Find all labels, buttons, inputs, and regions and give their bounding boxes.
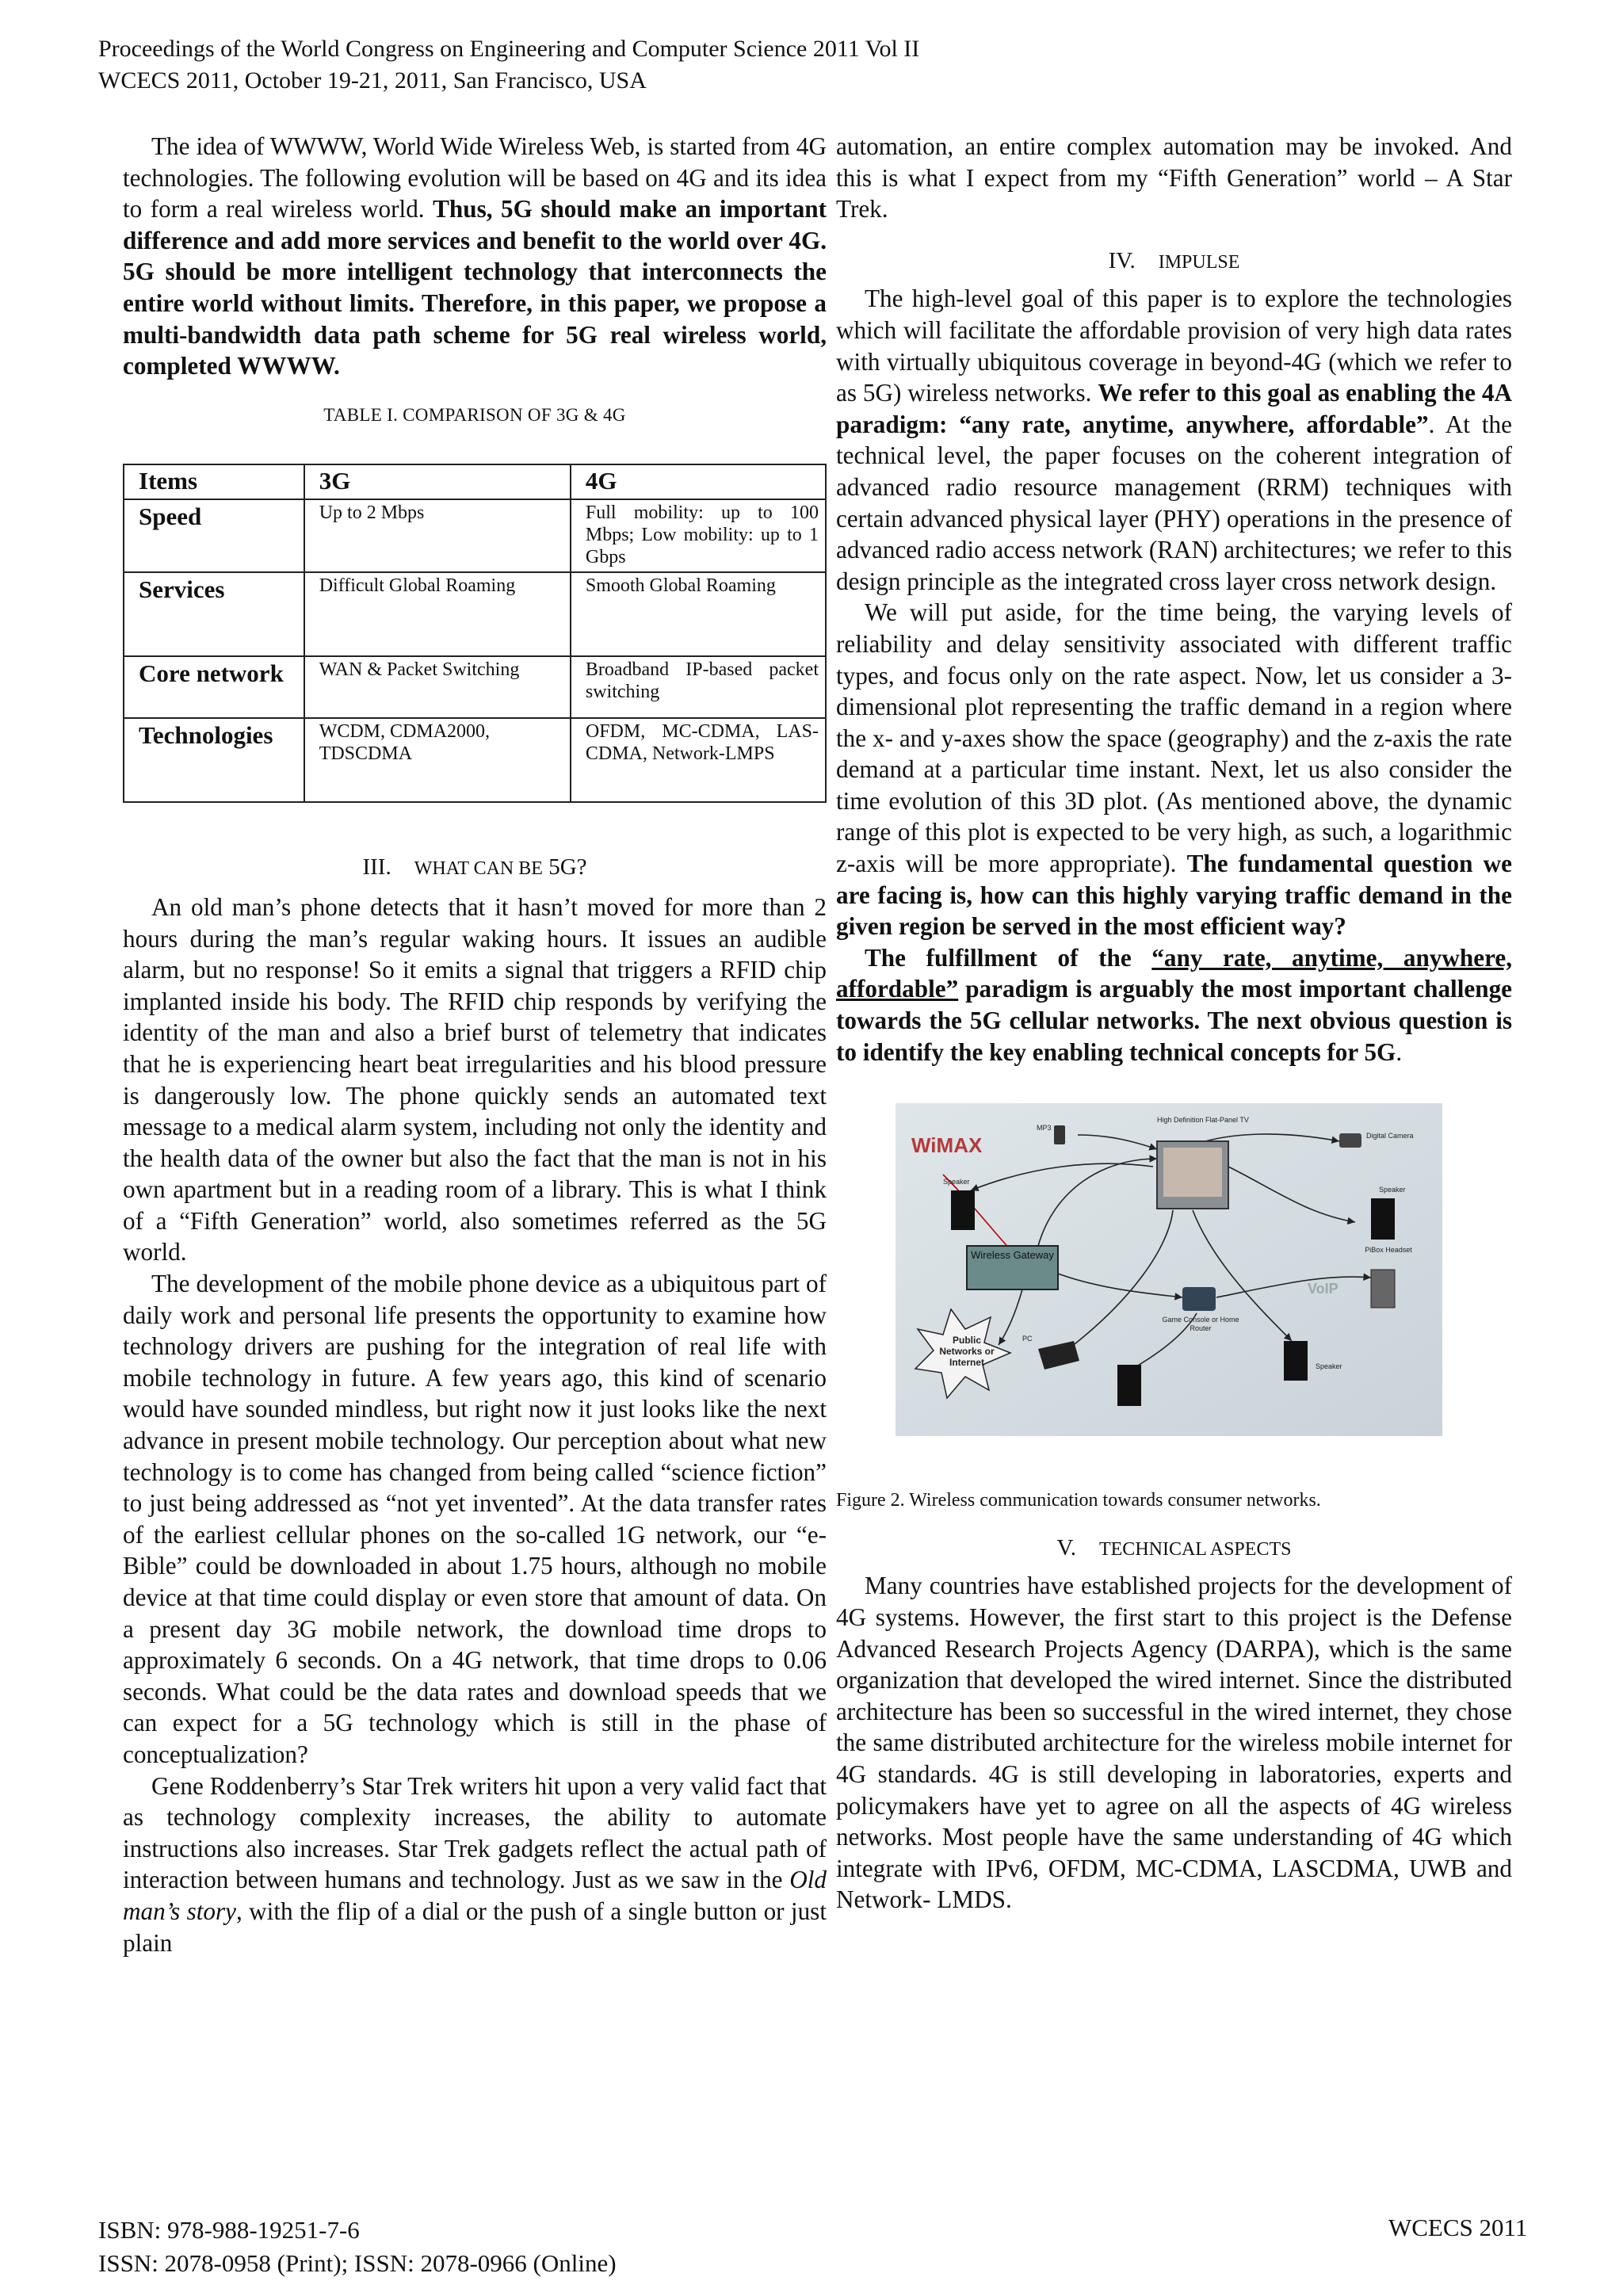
section-number: IV. — [1108, 247, 1136, 273]
console-label-wrap — [1161, 1316, 1240, 1339]
gateway-label-wrap — [968, 1249, 1056, 1289]
impulse-bold-text: We refer to this goal as enabling the 4A paradigm: “any rate, anytime, anywhere, affordable” — [836, 379, 1513, 438]
speaker-left-label: Speaker — [943, 1178, 970, 1186]
speaker-right-icon — [1371, 1198, 1395, 1240]
star-trek-text: Gene Roddenberry’s Star Trek writers hit upon a very valid fact that as technology complexity increases, the ability to automate instructions also increases. Star Trek gadgets reflect the actual path of interaction between humans and technology. Just as we saw in the — [123, 1771, 827, 1894]
public-networks-label: Public Networks or Internet — [939, 1335, 995, 1369]
footer-conference: WCECS 2011 — [1388, 2214, 1528, 2241]
table-cell: Smooth Global Roaming — [571, 572, 826, 656]
star-trek-text-end: , with the flip of a dial or the push of a single button or just plain — [123, 1897, 827, 1957]
traffic-paragraph — [836, 597, 1512, 942]
comparison-table — [123, 464, 827, 803]
table-cell: Broadband IP-based packet switching — [571, 656, 826, 718]
star-trek-paragraph — [123, 1771, 827, 1959]
section-4-heading — [836, 246, 1512, 279]
table-cell: Services — [124, 572, 304, 656]
section-3-heading — [123, 852, 827, 885]
fulfillment-text-end: paradigm is arguably the most important challenge towards the 5G cellular networks. The next obvious question is to identify the key enabling technical concepts for 5G — [836, 975, 1513, 1066]
headset-label-wrap — [1365, 1246, 1412, 1268]
impulse-paragraph — [836, 283, 1512, 597]
table-header-cell: Items — [124, 464, 304, 499]
headset-icon — [1371, 1270, 1395, 1308]
page-header — [98, 33, 919, 97]
table-cell: Up to 2 Mbps — [304, 499, 571, 572]
speaker-left-icon — [951, 1190, 975, 1230]
headset-label: PiBox Headset — [1365, 1246, 1412, 1255]
camera-label: Digital Camera — [1366, 1132, 1414, 1140]
intro-paragraph — [123, 131, 827, 382]
table-header-cell: 4G — [571, 464, 826, 499]
footer-left — [98, 2214, 617, 2280]
hdtv-label: High Definition Flat-Panel TV — [1157, 1116, 1249, 1125]
header-conference: WCECS 2011, October 19-21, 2011, San Francisco, USA — [98, 67, 647, 94]
header-proceedings: Proceedings of the World Congress on Engineering and Computer Science 2011 Vol II — [98, 36, 920, 62]
left-column — [123, 131, 827, 1958]
fulfillment-text: The fulfillment of the — [865, 943, 1132, 972]
section-number: V. — [1056, 1534, 1076, 1561]
technical-aspects-paragraph: Many countries have established projects for the development of 4G systems. However, the first start to this project is the Defense Advanced Research Projects Agency (DARPA), which is the same organization that developed the wired internet. Since the distributed architecture has been so successful in the wired internet, they chose the same distributed architecture for the wireless mobile internet for 4G standards. 4G is still developing in laboratories, experts and policymakers have yet to agree on all the aspects of 4G wireless networks. Most people have the same understanding of 4G which integrate with IPv6, OFDM, MC-CDMA, LASCDMA, UWB and Network- LMDS. — [836, 1572, 1512, 1914]
footer-issn: ISSN: 2078-0958 (Print); ISSN: 2078-0966 (Online) — [98, 2249, 617, 2277]
section-title-tail: 5G? — [548, 854, 587, 881]
table-caption: TABLE I. COMPARISON OF 3G & 4G — [323, 404, 626, 425]
table-cell: Speed — [124, 499, 304, 572]
table-cell: WCDM, CDMA2000, TDSCDMA — [304, 718, 571, 802]
table-cell: Difficult Global Roaming — [304, 572, 571, 656]
speaker-bottom-label: Speaker — [1316, 1362, 1342, 1371]
table-cell: OFDM, MC-CDMA, LAS-CDMA, Network-LMPS — [571, 718, 826, 802]
table-header-row — [124, 464, 826, 499]
traffic-bold-text: The fundamental question we are facing is, how can this highly varying traffic demand in the given region be served in the most efficient way? — [836, 850, 1512, 941]
section-title: TECHNICAL ASPECTS — [1098, 1538, 1292, 1560]
figure-2 — [896, 1103, 1442, 1436]
table-cell: Core network — [124, 656, 304, 718]
pc-tower-icon — [1117, 1365, 1141, 1406]
traffic-text: We will put aside, for the time being, the varying levels of reliability and delay sensitivity associated with different traffic types, and focus only on the rate aspect. Now, let us consider a 3-dimensional plot representing the traffic demand in a region where the x- and y-axes show the space (geography) and the z-axis the rate demand at a particular time instant. Next, let us also consider the time evolution of this 3D plot. (As mentioned above, the dynamic range of this plot is expected to be very high, as such, a logarithmic z-axis will be more appropriate). — [836, 598, 1512, 878]
old-man-story-italic: Old man’s story — [123, 1866, 827, 1925]
right-column — [836, 131, 1512, 1916]
fulfillment-period: . — [1396, 1037, 1403, 1066]
mp3-player-icon — [1054, 1125, 1065, 1144]
table-row — [124, 572, 826, 656]
table-header-cell: 3G — [304, 464, 571, 499]
speaker-right-label: Speaker — [1379, 1186, 1406, 1194]
camera-icon — [1339, 1133, 1361, 1148]
console-label: Game Console or Home Router — [1162, 1316, 1239, 1333]
section-number: III. — [362, 854, 391, 881]
section-5-heading — [836, 1533, 1512, 1566]
development-paragraph: The development of the mobile phone device as a ubiquitous part of daily work and personal life presents the opportunity to examine how technology drivers are pushing for the integration of real life with mobile technology in future. A few years ago, this kind of scenario would have sounded mindless, but right now it just looks like the next advance in present mobile technology. Our perception about what new technology is to come has changed from being called “science fiction” to just being addressed as “not yet invented”. At the data transfer rates of the earliest cellular phones on the so-called 1G network, our “e-Bible” could be downloaded in about 1.75 hours, although no mobile device at that time could display or even store that amount of data. On a present day 3G mobile network, the download time drops to approximately 6 seconds. On a 4G network, that time drops to 0.06 seconds. What could be the data rates and download speeds that we can expect for a 5G technology which is still in the phase of conceptualization? — [123, 1270, 827, 1768]
section-title: IMPULSE — [1158, 251, 1240, 273]
footer-isbn: ISBN: 978-988-19251-7-6 — [98, 2216, 360, 2244]
figure-2-caption: Figure 2. Wireless communication towards consumer networks. — [836, 1490, 1321, 1511]
any-rate-underline: “any rate, anytime, anywhere, affordable” — [836, 943, 1513, 1003]
intro-bold-text: Thus, 5G should make an important difference and add more services and benefit to the world over 4G. 5G should be more intelligent technology that interconnects the entire world without limits. Therefore, in this paper, we propose a multi-bandwidth data path scheme for 5G real wireless world, completed WWWW. — [123, 195, 827, 380]
intro-text: The idea of WWWW, World Wide Wireless Web, is started from 4G technologies. The following evolution will be based on 4G and its idea to form a real wireless world. — [123, 132, 827, 223]
hdtv-screen — [1163, 1148, 1222, 1197]
table-row — [124, 656, 826, 718]
table-cell: Technologies — [124, 718, 304, 802]
pc-label: PC — [1022, 1335, 1033, 1343]
table-row — [124, 718, 826, 802]
fulfillment-paragraph — [836, 942, 1512, 1068]
impulse-text-end: . At the technical level, the paper focuses on the coherent integration of advanced radio resource management (RRM) techniques with certain advanced physical layer (PHY) operations in the presence of advanced radio access network (RAN) architectures; we refer to this design principle as the integrated cross layer cross network design. — [836, 410, 1512, 595]
impulse-text: The high-level goal of this paper is to explore the technologies which will facilitate the affordable provision of very high data rates with virtually ubiquitous coverage in beyond-4G (which we refer to as 5G) wireless networks. — [836, 285, 1512, 407]
table-cell: WAN & Packet Switching — [304, 656, 571, 718]
game-console-icon — [1182, 1287, 1216, 1311]
speaker-bottom-right-icon — [1284, 1341, 1308, 1381]
old-man-paragraph: An old man’s phone detects that it hasn’t moved for more than 2 hours during the man’s regular waking hours. It issues an audible alarm, but no response! So it emits a signal that triggers a RFID chip implanted inside his body. The RFID chip responds by verifying the identity of the man and also a brief burst of telemetry that indicates that he is experiencing heart beat irregularities and his blood pressure is dangerously low. The phone quickly sends an automated text message to a medical alarm system, including not only the identity and the health data of the owner but also the fact that the man is not in his own apartment but in a reading room of a library. This is what I think of a “Fifth Generation” world, also sometimes referred as the 5G world. — [123, 892, 827, 1266]
voip-label: VoIP — [1308, 1281, 1338, 1297]
section-title: WHAT CAN BE — [414, 858, 543, 880]
continued-paragraph: automation, an entire complex automation may be invoked. And this is what I expect from my “Fifth Generation” world – A Star Trek. — [836, 132, 1512, 223]
wireless-network-diagram — [896, 1103, 1442, 1436]
mp3-label: MP3 — [1037, 1124, 1052, 1133]
table-row — [124, 499, 826, 572]
wimax-label: WiMAX — [911, 1133, 983, 1158]
table-cell: Full mobility: up to 100 Mbps; Low mobility: up to 1 Gbps — [571, 499, 826, 572]
gateway-label: Wireless Gateway — [971, 1249, 1054, 1262]
public-label-wrap — [935, 1335, 999, 1378]
